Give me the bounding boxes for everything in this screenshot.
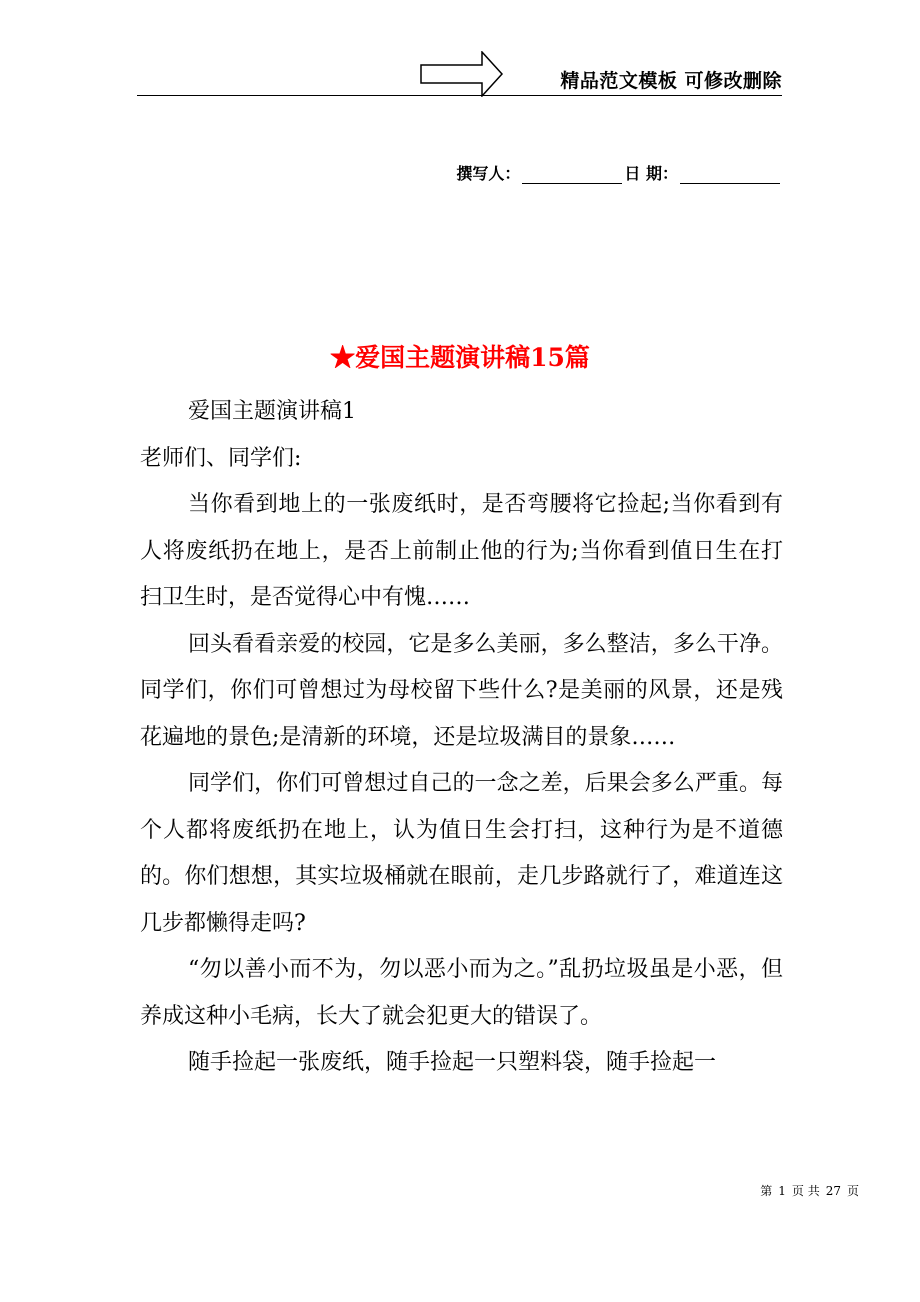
- page-number: 1: [778, 1184, 786, 1198]
- date-blank-field: [680, 163, 780, 184]
- footer-suffix: 页: [846, 1184, 859, 1198]
- page-footer: [757, 1182, 862, 1199]
- paragraph: 同学们，你们可曾想过自己的一念之差，后果会多么严重。每个人都将废纸扔在地上，认为值日生会打扫，这种行为是不道德的。你们想想，其实垃圾桶就在眼前，走几步路就行了，难道连这几步都懒得走吗?: [140, 771, 783, 936]
- author-label: 撰写人：: [456, 164, 521, 183]
- document-title: ★爱国主题演讲稿15篇: [330, 343, 590, 372]
- header-divider: [137, 95, 782, 96]
- footer-middle: 页 共: [791, 1184, 820, 1198]
- document-body: [140, 389, 783, 1087]
- header-banner: 精品范文模板 可修改删除: [560, 70, 782, 92]
- arrow-right-icon: [420, 51, 504, 97]
- paragraph: 随手捡起一张废纸，随手捡起一只塑料袋，随手捡起一: [188, 1050, 717, 1075]
- footer-prefix: 第: [760, 1184, 773, 1198]
- salutation: 老师们、同学们:: [140, 445, 302, 471]
- date-label: 日 期：: [624, 164, 678, 183]
- paragraph: 回头看看亲爱的校园，它是多么美丽，多么整洁，多么干净。同学们，你们可曾想过为母校留下些什么?是美丽的风景，还是残花遍地的景色;是清新的环境，还是垃圾满目的景象……: [140, 631, 783, 750]
- author-date-line: [456, 161, 782, 184]
- page-total: 27: [825, 1184, 841, 1198]
- paragraph: “勿以善小而不为，勿以恶小而为之。”乱扔垃圾虽是小恶，但养成这种小毛病，长大了就会犯更大的错误了。: [140, 957, 783, 1029]
- author-blank-field: [522, 163, 622, 184]
- paragraph: 当你看到地上的一张废纸时，是否弯腰将它捡起;当你看到有人将废纸扔在地上，是否上前制止他的行为;当你看到值日生在打扫卫生时，是否觉得心中有愧……: [140, 492, 783, 610]
- section-heading: 爱国主题演讲稿1: [188, 399, 356, 424]
